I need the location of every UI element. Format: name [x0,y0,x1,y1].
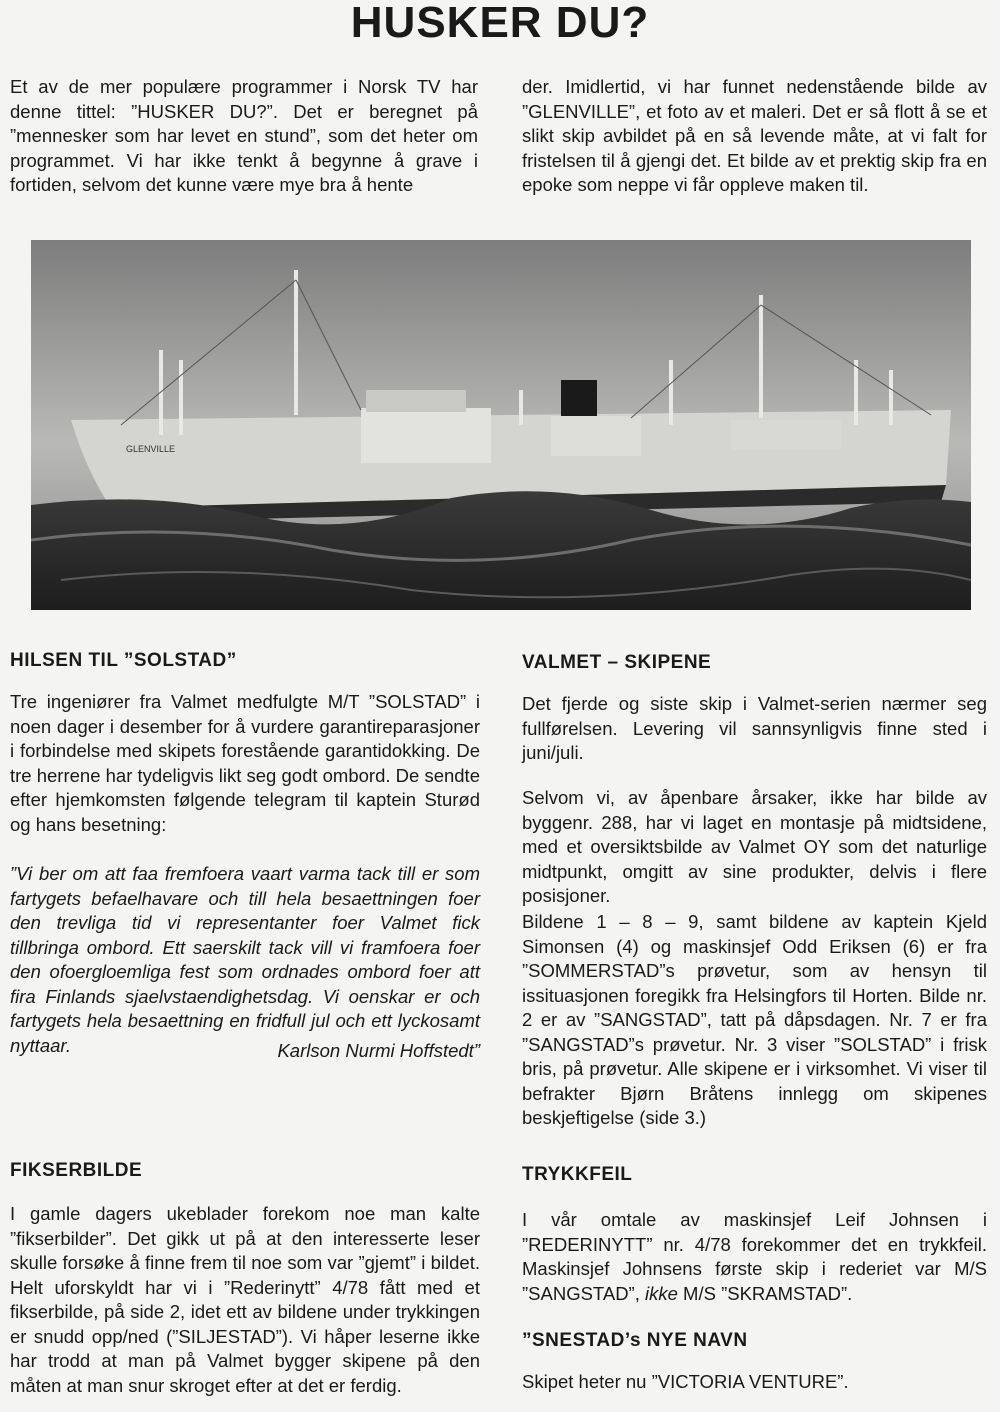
ship-painting-image [31,240,971,610]
trykkfeil-heading: TRYKKFEIL [522,1164,633,1185]
hull-name-label: GLENVILLE [126,444,176,454]
fikserbilde-heading: FIKSERBILDE [10,1160,143,1181]
intro-left-paragraph: Et av de mer populære programmer i Norsk TV har denne tittel: ”HUSKER DU?”. Det er beregnet på ”mennesker som har levet en stund”, som det heter om programmet. Vi har ikke tenkt å begynne å grave i fortiden, selvom det kunne være mye bra å hente [10,76,478,195]
snestad-body: Skipet heter nu ”VICTORIA VENTURE”. [522,1371,849,1392]
valmet-heading: VALMET – SKIPENE [522,652,712,673]
valmet-paragraph-3: Bildene 1 – 8 – 9, samt bildene av kaptein Kjeld Simonsen (4) og maskinsjef Odd Eriksen (6) er fra ”SOMMERSTAD”s prøvetur, som av hensyn til issituasjonen foregikk fra Helsingfors til Horten. Bilde nr. 2 er av ”SANGSTAD”, tatt på dåpsdagen. Nr. 7 er fra ”SANGSTAD”s prøvetur. Nr. 3 viser ”SOLSTAD” i frisk bris, på prøvetur. Alle skipene er i virksomhet. Vi viser til befrakter Bjørn Bråtens innlegg om skipenes beskjeftigelse (side 3.) [522,911,987,1128]
solstad-signature: Karlson Nurmi Hoffstedt” [277,1040,480,1061]
solstad-heading: HILSEN TIL ”SOLSTAD” [10,650,237,671]
valmet-paragraph-1: Det fjerde og siste skip i Valmet-serien nærmer seg fullførelsen. Levering vil sannsynligvis finne sted i juni/juli. [522,693,987,763]
snestad-heading: ”SNESTAD’s NYE NAVN [522,1330,748,1351]
trykkfeil-body: I vår omtale av maskinsjef Leif Johnsen i ”REDERINYTT” nr. 4/78 forekommer det en trykkfeil. Maskinsjef Johnsens første skip i rederiet var M/S ”SANGSTAD”, ikke M/S ”SKRAMSTAD”. [522,1209,987,1304]
intro-right-paragraph: der. Imidlertid, vi har funnet nedenstående bilde av ”GLENVILLE”, et foto av et maleri. Det er så flott å se et slikt skip avbildet på en så levende måte, at vi falt for fristelsen til å gjengi det. Et bilde av et prektig skip fra en epoke som neppe vi får oppleve maken til. [522,76,987,195]
solstad-body: Tre ingeniører fra Valmet medfulgte M/T ”SOLSTAD” i noen dager i desember for å vurdere garantireparasjoner i forbindelse med skipets forestående garantidokking. De tre herrene har tydeligvis likt seg godt ombord. De sendte efter hjemkomsten følgende telegram til kaptein Sturød og hans besetning: [10,691,480,835]
page-title: HUSKER DU? [350,0,650,47]
valmet-paragraph-2: Selvom vi, av åpenbare årsaker, ikke har bilde av byggenr. 288, har vi laget en montasje på midtsidene, med et oversiktsbilde av Valmet OY som det naturlige midtpunkt, omgitt av sine produkter, delvis i flere posisjoner. [522,787,987,906]
solstad-telegram-quote: ”Vi ber om att faa fremfoera vaart varma tack till er som fartygets befaelhavare och till hela besaettningen foer den trevliga tid vi representanter foer Valmet fick tillbringa ombord. Ett saerskilt tack vill vi framfoera foer den ofoergloemliga fest som ordnades ombord foer att fira Finlands sjaelvstaendighetsdag. Vi oenskar er och fartygets hela besaettning en fridfull jul och ett lyckosamt nyttaar. [10,863,480,1056]
fikserbilde-body: I gamle dagers ukeblader forekom noe man kalte ”fikserbilder”. Det gikk ut på at den interesserte leser skulle forsøke å finne frem til noe som var ”gjemt” i bildet. Helt uforskyldt har vi i ”Rederinytt” 4/78 fått med et fikserbilde, på side 2, idet ett av bildene under trykkingen er snudd opp/ned (”SILJESTAD”). Vi håper leserne ikke har trodd at man på Valmet bygger skipene på den måten at man snur skroget efter at det er ferdig. [10,1203,480,1396]
